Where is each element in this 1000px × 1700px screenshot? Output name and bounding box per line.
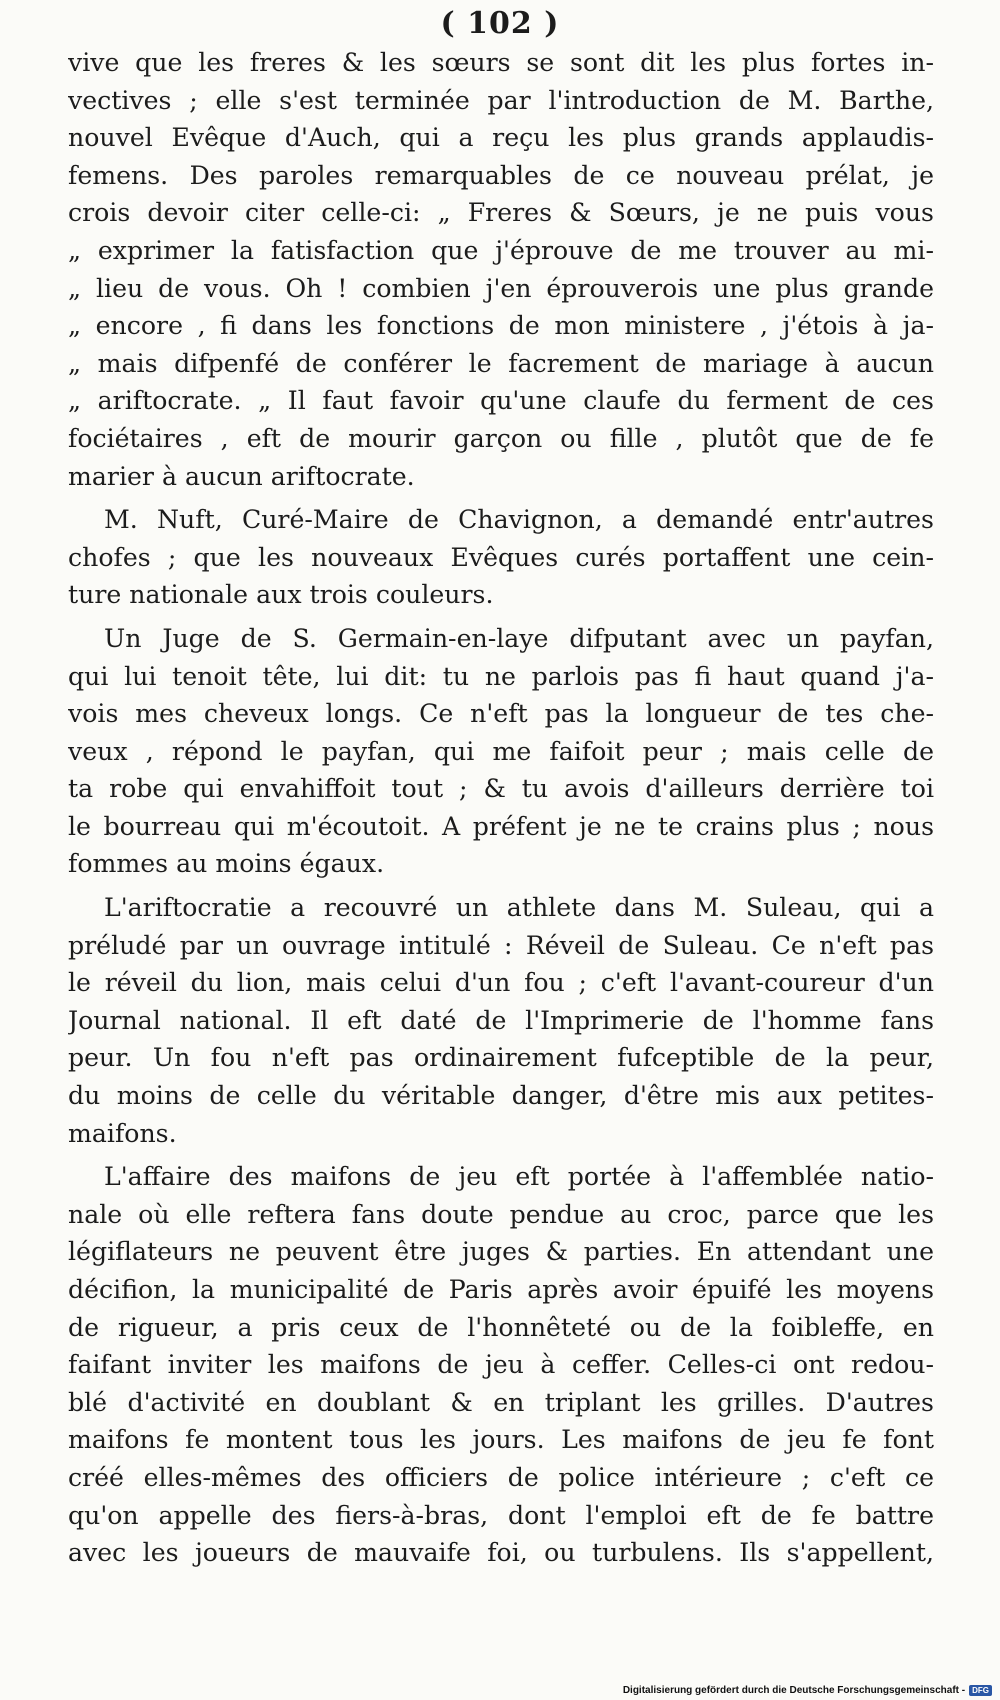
text-line: ture nationale aux trois couleurs. [68,580,494,610]
text-line: vois mes cheveux longs. Ce n'eft pas la longueur de tes che- [68,699,934,729]
text-line: maifons fe montent tous les jours. Les maifons de jeu fe font [68,1425,934,1455]
text-line: Un Juge de S. Germain-en-laye difputant avec un payfan, [104,623,934,653]
text-line: nale où elle reftera fans doute pendue au croc, parce que les [68,1199,934,1229]
text-line: crois devoir citer celle-ci: „ Freres & Sœurs, je ne puis vous [68,198,934,228]
text-line: marier à aucun ariftocrate. [68,461,415,491]
text-line: avec les joueurs de mauvaife foi, ou turbulens. Ils s'appellent, [68,1538,934,1568]
text-line: décifion, la municipalité de Paris après avoir épuifé les moyens [68,1275,934,1304]
text-line: maifons. [68,1118,177,1148]
text-line: fociétaires , eft de mourir garçon ou fille , plutôt que de fe [68,423,934,453]
page-number: ( 102 ) [440,6,560,41]
digitization-credit [623,1685,992,1696]
text-line: préludé par un ouvrage intitulé : Réveil de Suleau. Ce n'eft pas [68,930,934,960]
text-line: fommes au moins égaux. [68,849,385,879]
text-line: peur. Un fou n'eft pas ordinairement fufceptible de la peur, [68,1043,934,1073]
text-line: ta robe qui envahiffoit tout ; & tu avois d'ailleurs derrière toi [68,774,934,804]
text-line: blé d'activité en doublant & en triplant les grilles. D'autres [68,1387,934,1417]
text-line: du moins de celle du véritable danger, d'être mis aux petites- [68,1081,934,1111]
paragraph [68,1158,934,1572]
text-line: le réveil du lion, mais celui d'un fou ; c'eft l'avant-coureur d'un [68,968,934,998]
text-line: nouvel Evêque d'Auch, qui a reçu les plus grands applaudis- [68,123,934,153]
paragraph [68,620,934,883]
text-line: „ lieu de vous. Oh ! combien j'en éprouverois une plus grande [68,273,934,303]
text-line: „ mais difpenfé de conférer le facrement de mariage à aucun [68,348,934,378]
text-line: Journal national. Il eft daté de l'Imprimerie de l'homme fans [68,1005,934,1035]
text-line: veux , répond le payfan, qui me faifoit peur ; mais celle de [68,736,934,766]
text-line: „ encore , fi dans les fonctions de mon ministere , j'étois à ja- [68,311,934,341]
text-line: qu'on appelle des fiers-à-bras, dont l'emploi eft de fe battre [68,1500,934,1530]
text-line: légiflateurs ne peuvent être juges & parties. En attendant une [68,1237,934,1267]
text-line: le bourreau qui m'écoutoit. A préfent je ne te crains plus ; nous [68,811,934,841]
credit-text: Digitalisierung gefördert durch die Deutsche Forschungsgemeinschaft - [622,1685,966,1696]
text-line: faifant inviter les maifons de jeu à ceffer. Celles-ci ont redou- [68,1350,934,1380]
text-line: créé elles-mêmes des officiers de police intérieure ; c'eft ce [68,1462,934,1492]
text-line: L'affaire des maifons de jeu eft portée à l'affemblée natio- [104,1162,934,1192]
text-line: vectives ; elle s'est terminée par l'introduction de M. Barthe, [68,85,934,115]
paragraph [68,889,934,1152]
text-line: femens. Des paroles remarquables de ce nouveau prélat, je [68,160,934,190]
text-line: L'ariftocratie a recouvré un athlete dans M. Suleau, qui a [104,893,934,923]
dfg-logo: DFG [969,1685,992,1696]
text-line: „ exprimer la fatisfaction que j'éprouve de me trouver au mi- [68,235,934,265]
text-line: „ ariftocrate. „ Il faut favoir qu'une claufe du ferment de ces [68,386,934,416]
text-line: M. Nuft, Curé-Maire de Chavignon, a demandé entr'autres [104,505,934,535]
text-line: chofes ; que les nouveaux Evêques curés portaffent une cein- [68,542,934,572]
paragraph [68,501,934,614]
body-text [68,44,934,1572]
text-line: vive que les freres & les sœurs se sont dit les plus fortes in- [68,48,934,77]
text-line: de rigueur, a pris ceux de l'honnêteté ou de la foibleffe, en [68,1312,934,1342]
paragraph [68,44,934,495]
text-line: qui lui tenoit tête, lui dit: tu ne parlois pas fi haut quand j'a- [68,661,934,691]
